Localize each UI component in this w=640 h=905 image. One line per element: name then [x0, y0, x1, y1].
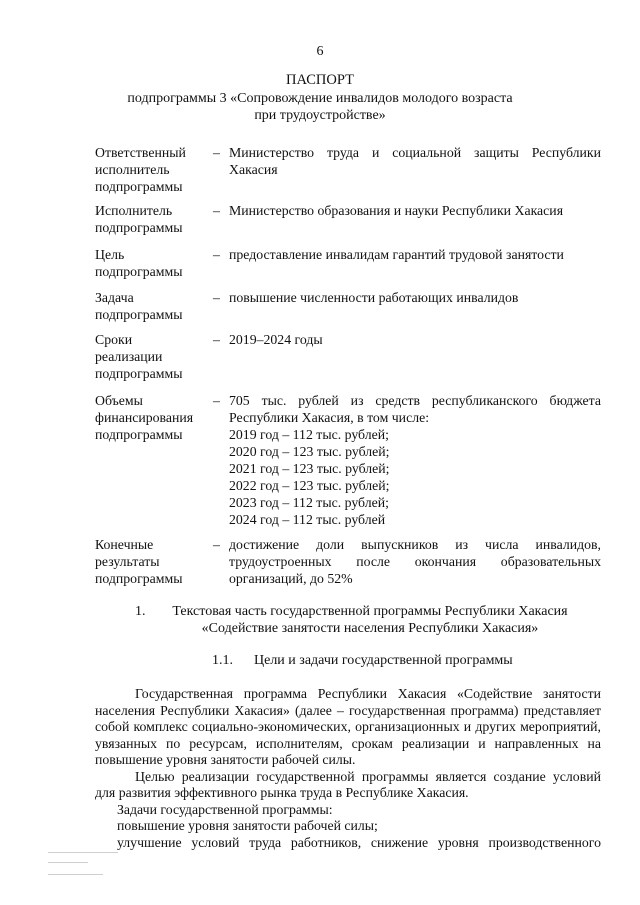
row-label	[95, 331, 207, 382]
body-text	[95, 686, 601, 851]
label-line: подпрограммы	[95, 307, 183, 322]
document-subtitle	[120, 90, 520, 124]
section-number: 1.	[135, 604, 146, 619]
label-line: подпрограммы	[95, 264, 183, 279]
label-line: результаты	[95, 554, 160, 569]
label-line: Ответственный	[95, 145, 186, 160]
scan-artifact	[48, 852, 118, 853]
dash: –	[213, 203, 220, 218]
row-value: предоставление инвалидам гарантий трудовой занятости	[229, 247, 564, 262]
row-value: 2019–2024 годы	[229, 332, 323, 347]
subsection-title: Цели и задачи государственной программы	[254, 653, 513, 668]
funding-year: 2021 год – 123 тыс. рублей;	[229, 461, 390, 476]
page-number: 6	[316, 44, 324, 59]
row-label	[95, 289, 207, 323]
label-line: подпрограммы	[95, 571, 183, 586]
label-line: Объемы	[95, 393, 143, 408]
dash: –	[213, 290, 220, 305]
dash: –	[213, 145, 220, 160]
subtitle-line: подпрограммы 3 «Сопровождение инвалидов молодого возраста	[127, 91, 513, 106]
row-value	[229, 392, 601, 528]
dash: –	[213, 537, 220, 552]
label-line: исполнитель	[95, 162, 170, 177]
label-line: Сроки	[95, 332, 133, 347]
paragraph: Государственная программа Республики Хакасия «Содействие занятости населения Республики Хакасия» (далее – государственная программа) представляет собой комплекс социально-экономических, организационных и других мероприятий, увязанных по ресурсам, исполнителям, срокам реализации и направленных на повышение уровня занятости рабочей силы.	[95, 686, 601, 767]
row-value: Министерство труда и социальной защиты Республики Хакасия	[229, 145, 601, 177]
row-label	[95, 246, 207, 280]
funding-year: 2019 год – 112 тыс. рублей;	[229, 427, 389, 442]
row-label	[95, 392, 207, 443]
label-line: Исполнитель	[95, 203, 173, 218]
label-line: подпрограммы	[95, 427, 183, 442]
label-line: реализации	[95, 349, 163, 364]
label-line: финансирования	[95, 410, 194, 425]
row-label	[95, 202, 207, 236]
paragraph: Задачи государственной программы:	[117, 801, 333, 817]
paragraph: повышение уровня занятости рабочей силы;	[117, 818, 378, 833]
section-title-line: «Содействие занятости населения Республики Хакасия»	[201, 621, 539, 636]
funding-year: 2020 год – 123 тыс. рублей;	[229, 444, 390, 459]
row-label	[95, 144, 207, 195]
scan-artifact	[48, 874, 103, 875]
subsection-number: 1.1.	[212, 653, 233, 668]
funding-year: 2023 год – 112 тыс. рублей;	[229, 495, 389, 510]
label-line: Конечные	[95, 537, 154, 552]
label-line: подпрограммы	[95, 366, 183, 381]
section-title	[170, 603, 570, 637]
funding-total: 705 тыс. рублей из средств республиканского бюджета Республики Хакасия, в том числе:	[229, 393, 601, 425]
row-value: Министерство образования и науки Республики Хакасия	[229, 203, 564, 218]
section-title-line: Текстовая часть государственной программы Республики Хакасия	[172, 604, 568, 619]
paragraph: улучшение условий труда работников, снижение уровня производственного	[117, 834, 601, 850]
label-line: подпрограммы	[95, 220, 183, 235]
row-value: достижение доли выпускников из числа инвалидов, трудоустроенных после окончания образовательных организаций, до 52%	[229, 537, 601, 586]
row-label	[95, 536, 207, 587]
label-line: подпрограммы	[95, 179, 183, 194]
funding-year: 2024 год – 112 тыс. рублей	[229, 512, 386, 527]
subtitle-line: при трудоустройстве»	[254, 108, 386, 123]
label-line: Задача	[95, 290, 134, 305]
dash: –	[213, 332, 220, 347]
label-line: Цель	[95, 247, 125, 262]
funding-year: 2022 год – 123 тыс. рублей;	[229, 478, 390, 493]
dash: –	[213, 393, 220, 408]
document-title: ПАСПОРТ	[286, 72, 354, 88]
row-value: повышение численности работающих инвалидов	[229, 290, 519, 305]
paragraph: Целью реализации государственной программы является создание условий для развития эффективного рынка труда в Республике Хакасия.	[95, 768, 601, 800]
dash: –	[213, 247, 220, 262]
scan-artifact	[48, 862, 88, 863]
